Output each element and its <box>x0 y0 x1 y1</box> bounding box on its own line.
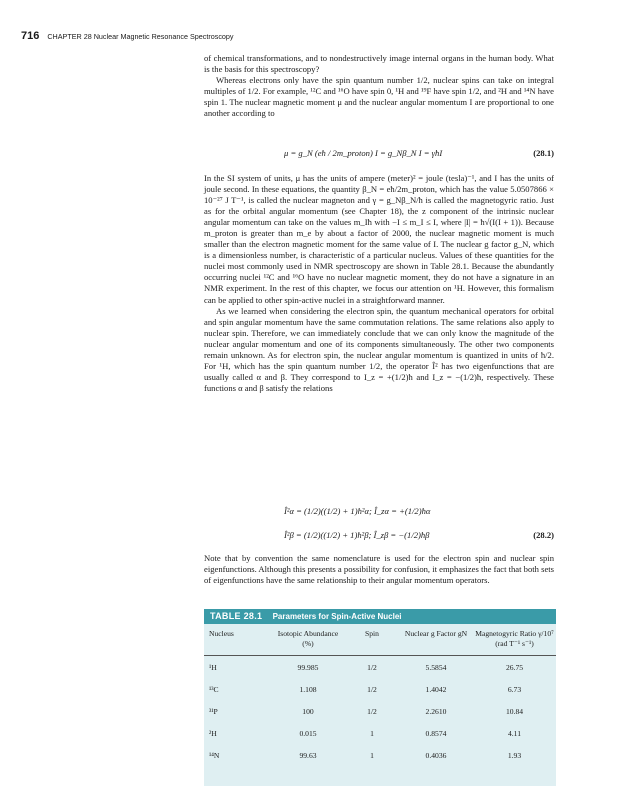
equation-28-1-body: μ = g_N (eħ / 2m_proton) I = g_Nβ_N I = γħI <box>284 148 443 158</box>
table-number: TABLE 28.1 <box>210 611 263 621</box>
cell-spin: 1 <box>370 728 374 738</box>
table-row <box>204 656 556 679</box>
col-magnetogyric-ratio: Magnetogyric Ratio γ/10⁷ (rad T⁻¹ s⁻¹) <box>473 624 556 656</box>
table-row <box>204 678 556 700</box>
table-row <box>204 744 556 766</box>
text-block-middle <box>204 173 554 394</box>
cell-g-factor: 0.8574 <box>425 728 447 738</box>
cell-ratio: 4.11 <box>507 728 521 738</box>
cell-ratio: 6.73 <box>507 684 522 694</box>
paragraph-4: Note that by convention the same nomenclature is used for the electron spin and nuclear spin eigenfunctions. Although this presents a possibility for confusion, it emphasizes the fact that both sets of eigenfunctions have the same relationship to their angular momentum operators. <box>204 553 554 586</box>
col-g-factor: Nuclear g Factor gN <box>399 624 473 656</box>
cell-ratio: 26.75 <box>505 662 524 672</box>
equation-28-1-number: (28.1) <box>533 148 554 158</box>
paragraph-3: As we learned when considering the electron spin, the quantum mechanical operators for orbital and spin angular momentum have the same commutation relations. The same relations also apply to nuclear spin. Therefore, we can immediately conclude that we can only know the magnitude of the nuclear angular momentum and one of its components simultaneously. The other two components remain unknown. As for electron spin, the nuclear angular momentum is quantized in units of ħ/2. For ¹H, which has the spin quantum number 1/2, the operator Î² has two eigenfunctions that are usually called α and β. They correspond to I_z = +(1/2)ħ and I_z = −(1/2)ħ, respectively. These functions α and β satisfy the relations <box>204 305 554 393</box>
table-row <box>204 700 556 722</box>
cell-nucleus: ¹H <box>209 662 217 672</box>
col-spin: Spin <box>345 624 399 656</box>
cell-nucleus: ¹⁴N <box>209 750 220 760</box>
equation-28-2-number: (28.2) <box>533 530 554 540</box>
chapter-title: CHAPTER 28 Nuclear Magnetic Resonance Spectroscopy <box>47 32 234 41</box>
cell-nucleus: ³¹P <box>209 706 218 716</box>
cell-spin: 1 <box>370 750 374 760</box>
cell-abundance: 99.985 <box>297 662 319 672</box>
col-abundance: Isotopic Abundance (%) <box>271 624 345 656</box>
equation-28-1 <box>204 142 554 166</box>
cell-g-factor: 5.5854 <box>425 662 447 672</box>
table-row <box>204 722 556 744</box>
cell-spin: 1/2 <box>367 662 377 672</box>
table-column-headers <box>204 624 556 656</box>
equation-28-2 <box>204 500 554 548</box>
cell-abundance: 100 <box>302 706 314 716</box>
cell-g-factor: 1.4042 <box>425 684 447 694</box>
paragraph-1: Whereas electrons only have the spin quantum number 1/2, nuclear spins can take on integral multiples of 1/2. For example, ¹²C and ¹⁶O have spin 0, ¹H and ¹⁹F have spin 1/2, and ²H and ¹⁴N have spin 1. The nuclear magnetic moment μ and the nuclear angular momentum I are proportional to one another according to <box>204 75 554 119</box>
table-title: Parameters for Spin-Active Nuclei <box>272 612 402 621</box>
table-header-bar <box>204 609 556 624</box>
cell-ratio: 1.93 <box>507 750 522 760</box>
text-block-top <box>204 53 554 119</box>
cell-abundance: 0.015 <box>299 728 317 738</box>
running-header <box>21 30 234 42</box>
paragraph-0: of chemical transformations, and to nondestructively image internal organs in the human body. What is the basis for this spectroscopy? <box>204 53 554 75</box>
cell-nucleus: ¹³C <box>209 684 219 694</box>
cell-g-factor: 0.4036 <box>425 750 447 760</box>
table-28-1 <box>204 624 556 786</box>
cell-nucleus: ²H <box>209 728 217 738</box>
page-number: 716 <box>21 30 40 42</box>
cell-abundance: 99.63 <box>299 750 317 760</box>
cell-spin: 1/2 <box>367 706 377 716</box>
cell-spin: 1/2 <box>367 684 377 694</box>
equation-28-2-beta: Î²β = (1/2)((1/2) + 1)ħ²β; Î_zβ = −(1/2)ħβ <box>284 530 430 540</box>
equation-28-2-alpha: Î²α = (1/2)((1/2) + 1)ħ²α; Î_zα = +(1/2)ħα <box>284 506 431 516</box>
text-block-bottom <box>204 553 554 586</box>
cell-abundance: 1.108 <box>299 684 317 694</box>
cell-g-factor: 2.2610 <box>425 706 447 716</box>
paragraph-2: In the SI system of units, μ has the units of ampere (meter)² = joule (tesla)⁻¹, and I has the units of joule second. In these equations, the quantity β_N = eħ/2m_proton, which has the value 5.0507866 × 10⁻²⁷ J T⁻¹, is called the nuclear magneton and γ = g_Nβ_N/ħ is called the magnetogyric ratio. Just as for the orbital angular momentum (see Chapter 18), the z component of the intrinsic nuclear angular momentum can take on the values m_Iħ with −I ≤ m_I ≤ I, where |I| = ħ√(I(I + 1)). Because m_proton is greater than m_e by about a factor of 2000, the nuclear magnetic moment is much smaller than the electron magnetic moment for the same value of I. The nuclear g factor g_N, which is a dimensionless number, is characteristic of a particular nucleus. Values of these quantities for the nuclei most commonly used in NMR spectroscopy are shown in Table 28.1. Because the abundantly occurring nuclei ¹²C and ¹⁶O have no nuclear magnetic moment, they do not have a signature in an NMR experiment. In the rest of this chapter, we focus our attention on ¹H. However, this formalism can be applied to other spin-active nuclei in a straightforward manner. <box>204 173 554 305</box>
col-nucleus: Nucleus <box>204 624 271 656</box>
cell-ratio: 10.84 <box>505 706 524 716</box>
